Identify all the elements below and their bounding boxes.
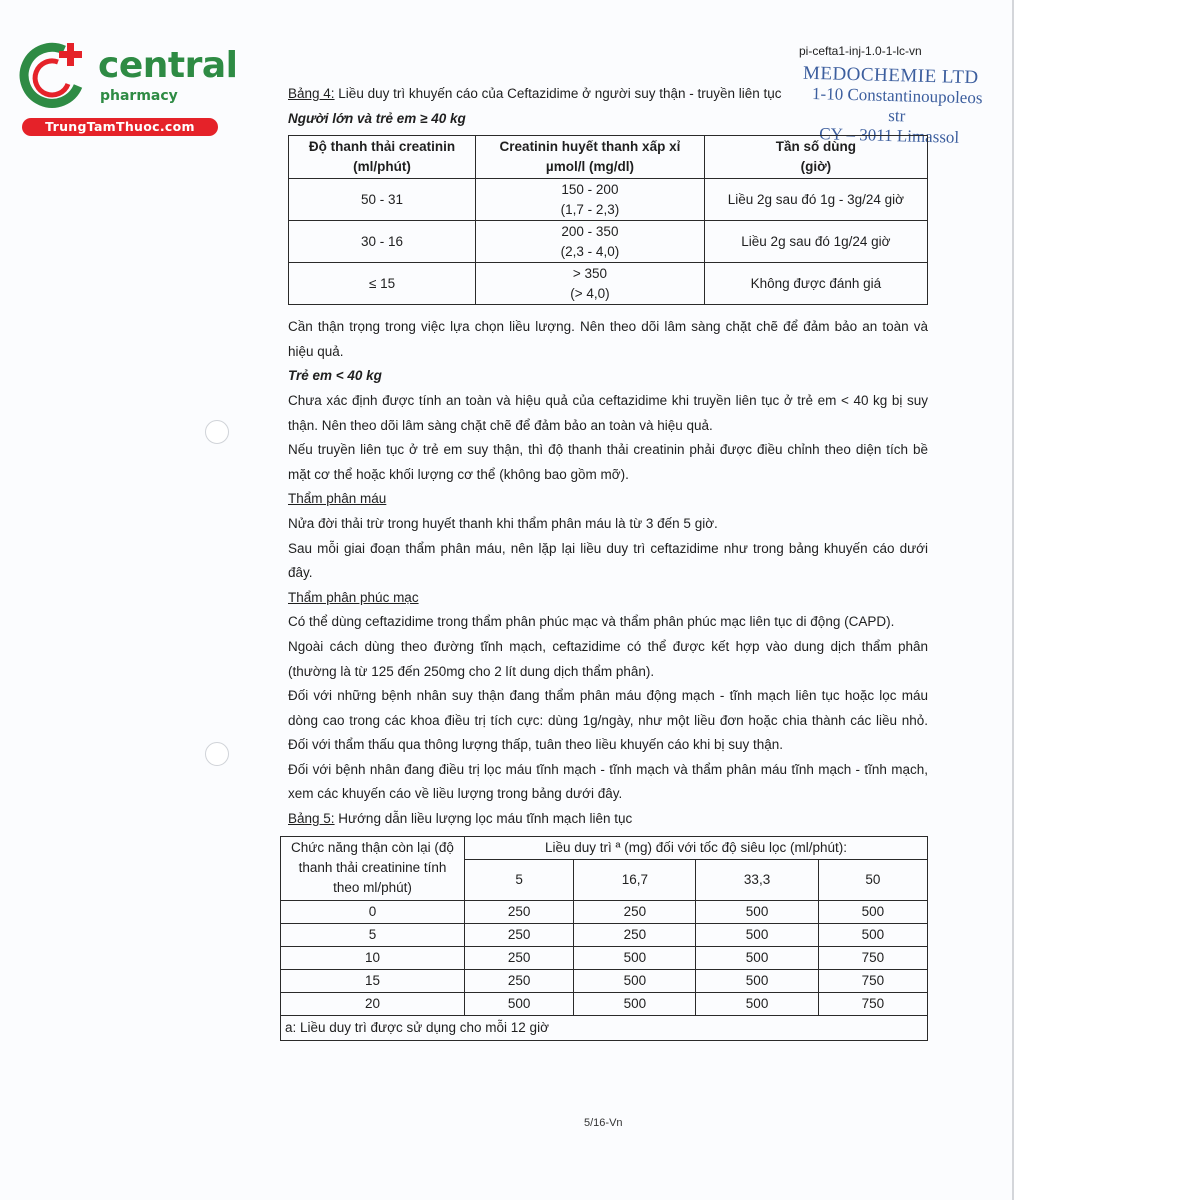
document-body bbox=[285, 82, 928, 1041]
table-header-row bbox=[289, 136, 928, 179]
stamp-company: MEDOCHEMIE LTD bbox=[802, 62, 979, 89]
paragraph: Ngoài cách dùng theo đường tĩnh mạch, ceftazidime có thể được kết hợp vào dung dịch thẩm phân (thường là từ 125 đến 250mg cho 2 lít dung dịch thẩm phân). bbox=[288, 638, 928, 679]
paragraph: Nửa đời thải trừ trong huyết thanh khi thẩm phân máu là từ 3 đến 5 giờ. bbox=[288, 515, 718, 531]
rate-5: 5 bbox=[465, 859, 574, 900]
table-row: 5 250 250 500 500 bbox=[281, 923, 928, 946]
paragraph: Sau mỗi giai đoạn thẩm phân máu, nên lặp lại liều duy trì ceftazidime như trong bảng khuyến cáo dưới đây. bbox=[288, 540, 928, 581]
paragraph: Có thể dùng ceftazidime trong thẩm phân phúc mạc và thẩm phân phúc mạc liên tục di động (CAPD). bbox=[288, 614, 895, 630]
table-5-hemofiltration-dosing bbox=[280, 836, 928, 1041]
stamp-city: CY – 3011 Limassol bbox=[819, 124, 960, 147]
paragraph: Đối với bệnh nhân đang điều trị lọc máu tĩnh mạch - tĩnh mạch và thẩm phân máu tĩnh mạch - tĩnh mạch, xem các khuyến cáo về liều lượng trong bảng dưới đây. bbox=[288, 761, 928, 802]
rate-33-3: 33,3 bbox=[696, 859, 818, 900]
punch-hole bbox=[205, 742, 229, 766]
table-footnote: a: Liều duy trì được sử dụng cho mỗi 12 giờ bbox=[281, 1015, 928, 1040]
stamp-street: 1-10 Constantinoupoleos str bbox=[811, 83, 983, 126]
document-id: pi-cefta1-inj-1.0-1-lc-vn bbox=[799, 44, 922, 58]
header-residual-renal-function: Chức năng thận còn lại (độ thanh thải creatinine tính theo ml/phút) bbox=[281, 836, 465, 900]
header-frequency: Tần số dùng (giờ) bbox=[704, 136, 927, 179]
table-header-row bbox=[281, 836, 928, 859]
paragraph: Đối với những bệnh nhân suy thận đang thẩm phân máu động mạch - tĩnh mạch liên tục hoặc lọc máu dòng cao trong các khoa điều trị tích cực: dùng 1g/ngày, như một liều đơn hoặc chia thành các liều nhỏ. Đối với thẩm thấu qua thông lượng thấp, tuân theo liều khuyến cáo khi bị suy thận. bbox=[288, 688, 928, 753]
table-footnote-row bbox=[281, 1015, 928, 1040]
logo-subtitle: pharmacy bbox=[100, 88, 178, 104]
table4-caption: Bảng 4: Liều duy trì khuyến cáo của Ceftazidime ở người suy thận - truyền liên tục bbox=[288, 86, 782, 101]
punch-hole bbox=[205, 420, 229, 444]
table4-subheading: Người lớn và trẻ em ≥ 40 kg bbox=[288, 110, 466, 126]
page-number: 5/16-Vn bbox=[584, 1117, 623, 1129]
header-clearance: Độ thanh thải creatinin (ml/phút) bbox=[289, 136, 476, 179]
logo-wordmark: central bbox=[98, 45, 238, 86]
table-row: 10 250 500 500 750 bbox=[281, 946, 928, 969]
logo-site-url[interactable]: TrungTamThuoc.com bbox=[22, 118, 218, 136]
table-row: 50 - 31 150 - 200 (1,7 - 2,3) Liều 2g sau đó 1g - 3g/24 giờ bbox=[289, 179, 928, 221]
rate-16-7: 16,7 bbox=[574, 859, 696, 900]
table-row: ≤ 15 > 350 (> 4,0) Không được đánh giá bbox=[289, 263, 928, 305]
rate-50: 50 bbox=[818, 859, 927, 900]
table-row: 30 - 16 200 - 350 (2,3 - 4,0) Liều 2g sau đó 1g/24 giờ bbox=[289, 221, 928, 263]
paragraph: Chưa xác định được tính an toàn và hiệu quả của ceftazidime khi truyền liên tục ở trẻ em < 40 kg bị suy thận. Nên theo dõi lâm sàng chặt chẽ để đảm bảo an toàn và hiệu quả. bbox=[288, 392, 928, 433]
paragraph: Nếu truyền liên tục ở trẻ em suy thận, thì độ thanh thải creatinin phải được điều chỉnh theo diện tích bề mặt cơ thể hoặc khối lượng cơ thể (không bao gồm mỡ). bbox=[288, 442, 928, 482]
section-heading-hemodialysis: Thẩm phân máu bbox=[288, 491, 387, 507]
pharmacy-logo-icon bbox=[18, 40, 90, 112]
table-row: 0 250 250 500 500 bbox=[281, 900, 928, 923]
table5-caption: Bảng 5: Hướng dẫn liều lượng lọc máu tĩnh mạch liên tục bbox=[288, 811, 633, 827]
paragraph: Cần thận trọng trong việc lựa chọn liều lượng. Nên theo dõi lâm sàng chặt chẽ để đảm bảo an toàn và hiệu quả. bbox=[288, 319, 928, 359]
header-serum-creatinine: Creatinin huyết thanh xấp xỉ µmol/l (mg/dl) bbox=[476, 136, 705, 179]
table-row: 15 250 500 500 750 bbox=[281, 969, 928, 992]
header-maintenance-dose: Liều duy trì ª (mg) đối với tốc độ siêu lọc (ml/phút): bbox=[465, 836, 928, 859]
section-heading-peritoneal: Thẩm phân phúc mạc bbox=[288, 589, 419, 605]
table-4-renal-dosing bbox=[288, 135, 928, 305]
section-heading-children: Trẻ em < 40 kg bbox=[288, 368, 382, 384]
table-row: 20 500 500 500 750 bbox=[281, 992, 928, 1015]
central-pharmacy-logo[interactable] bbox=[10, 36, 238, 136]
